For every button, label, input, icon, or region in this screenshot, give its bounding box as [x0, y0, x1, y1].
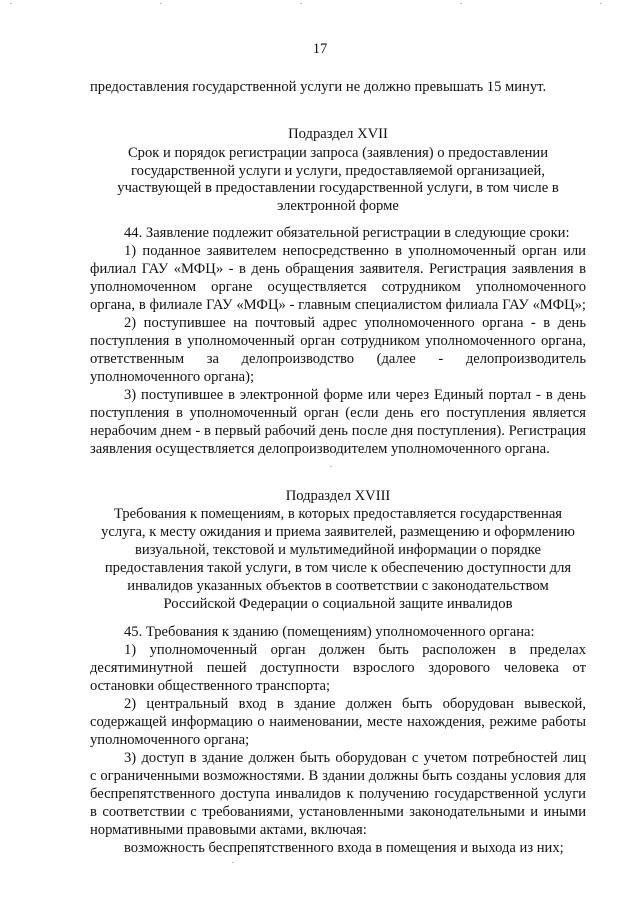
- clause45-line: уполномоченного органа;: [90, 732, 250, 748]
- clause44-line: поступления в уполномоченный орган сотрудником уполномоченного органа,: [90, 333, 586, 349]
- clause45-line: десятиминутной пешей доступности взрослого здорового человека от: [90, 660, 586, 676]
- clause44-line: уполномоченного органа);: [90, 369, 255, 385]
- page-number: 17: [312, 41, 328, 57]
- clause44-line: уполномоченном органе осуществляется сотрудником уполномоченного: [90, 279, 586, 295]
- section17-heading: Подраздел XVII: [288, 126, 388, 142]
- section18-title-line: Российской Федерации о социальной защите инвалидов: [163, 596, 513, 612]
- section18-title-line: услуга, к месту ожидания и приема заявителей, размещению и оформлению: [101, 524, 575, 540]
- clause44-line: филиал ГАУ «МФЦ» - в день обращения заявителя. Регистрация заявления в: [90, 261, 586, 277]
- section18-heading: Подраздел XVIII: [285, 488, 391, 504]
- section17-title-line: участвующей в предоставлении государственной услуги, в том числе в: [117, 180, 559, 196]
- clause44-line: органа, в филиале ГАУ «МФЦ» - главным специалистом филиала ГАУ «МФЦ»;: [90, 297, 586, 313]
- clause45-line: беспрепятственного доступа инвалидов к получению государственной услуги: [90, 786, 586, 802]
- scan-speck: [10, 3, 12, 4]
- clause44-line: заявления осуществляется делопроизводителем уполномоченного органа.: [90, 441, 550, 457]
- clause44-line: поступления в уполномоченный орган (если день его поступления является: [90, 405, 586, 421]
- section17-title-line: Срок и порядок регистрации запроса (заявления) о предоставлении: [127, 145, 549, 161]
- intro-line: предоставления государственной услуги не должно превышать 15 минут.: [90, 79, 547, 95]
- scan-speck: [330, 466, 332, 467]
- clause45-line: 45. Требования к зданию (помещениям) уполномоченного органа:: [124, 624, 535, 640]
- clause45-line: нормативными правовыми актами, включая:: [90, 822, 367, 838]
- clause45-line: в соответствии с требованиями, установленными законодательными и иными: [90, 804, 586, 820]
- clause45-line: возможность беспрепятственного входа в помещения и выхода из них;: [124, 840, 564, 856]
- section17-title-line: государственной услуги и услуги, предоставляемой организацией,: [131, 163, 545, 179]
- clause44-line: 1) поданное заявителем непосредственно в уполномоченный орган или: [124, 243, 586, 259]
- section18-title-line: визуальной, текстовой и мультимедийной информации о порядке: [135, 542, 541, 558]
- section18-title-line: предоставления такой услуги, в том числе к обеспечению доступности для: [104, 560, 572, 576]
- section18-title-line: Требования к помещениям, в которых предоставляется государственная: [113, 506, 563, 522]
- scan-speck: [232, 862, 234, 863]
- clause45-line: 2) центральный вход в здание должен быть оборудован вывеской,: [124, 696, 586, 712]
- clause45-line: 1) уполномоченный орган должен быть расположен в пределах: [124, 642, 586, 658]
- clause45-line: содержащей информацию о наименовании, месте нахождения, режиме работы: [90, 714, 586, 730]
- clause45-line: остановки общественного транспорта;: [90, 678, 331, 694]
- clause45-line: 3) доступ в здание должен быть оборудован с учетом потребностей лиц: [124, 750, 586, 766]
- scan-speck: [460, 3, 462, 4]
- scan-speck: [160, 3, 162, 4]
- clause44-line: ответственным за делопроизводство (далее - делопроизводитель: [90, 351, 586, 367]
- scan-speck: [300, 3, 302, 4]
- clause45-line: с ограниченными возможностями. В здании должны быть созданы условия для: [90, 768, 586, 784]
- clause44-line: 2) поступившее на почтовый адрес уполномоченного органа - в день: [124, 315, 586, 331]
- section17-title-line: электронной форме: [277, 198, 399, 214]
- clause44-line: 44. Заявление подлежит обязательной регистрации в следующие сроки:: [124, 225, 570, 241]
- clause44-line: 3) поступившее в электронной форме или через Единый портал - в день: [124, 387, 586, 403]
- clause44-line: нерабочим днем - в первый рабочий день после дня поступления). Регистрация: [90, 423, 586, 439]
- section18-title-line: инвалидов указанных объектов в соответствии с законодательством: [127, 578, 549, 594]
- scan-speck: [600, 3, 602, 4]
